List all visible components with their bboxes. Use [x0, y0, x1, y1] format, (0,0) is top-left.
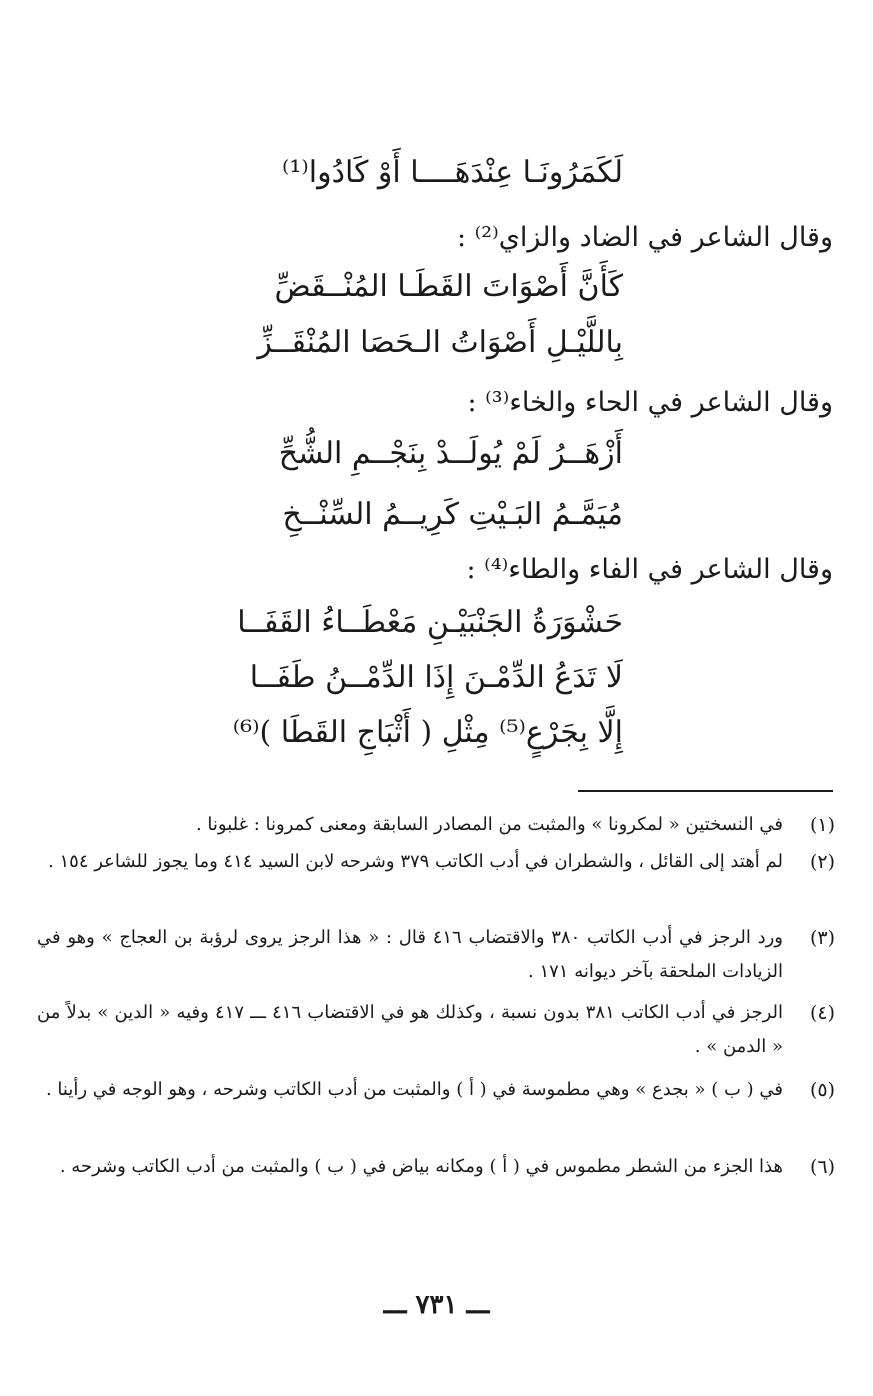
footnote-text: في ( ب ) « بجدع » وهي مطموسة في ( أ ) والمثبت من أدب الكاتب وشرحه ، وهو الوجه في رأينا . — [45, 1079, 783, 1100]
verse-line-4: أَزْهَــرُ لَمْ يُولَــدْ بِنَجْــمِ الشُّحِّ — [278, 436, 623, 471]
footnote-text: لم أهتد إلى القائل ، والشطران في أدب الكاتب ٣٧٩ وشرحه لابن السيد ٤١٤ وما يجوز للشاعر ١٥٤ . — [48, 851, 783, 872]
footnote-number: (٢) — [809, 851, 835, 873]
footnote-text: هذا الجزء من الشطر مطموس في ( أ ) ومكانه بياض في ( ب ) والمثبت من أدب الكاتب وشرحه . — [59, 1156, 783, 1177]
footnote-text: الرجز في أدب الكاتب ٣٨١ بدون نسبة ، وكذلك هو في الاقتضاب ٤١٦ ـــ ٤١٧ وفيه « الدين » بدلاً من « الدمن » . — [37, 1002, 784, 1057]
footnote-number: (٥) — [809, 1079, 835, 1101]
verse-line-3: بِاللَّيْـلِ أَصْوَاتُ الـحَصَا المُنْقَــزِّ — [257, 325, 623, 360]
footnote-number: (١) — [809, 814, 835, 836]
verse-line-5: مُيَمَّـمُ البَـيْتِ كَرِيــمُ السِّنْــخِ — [282, 497, 623, 532]
verse-line-1: لَكَمَرُونَـا عِنْدَهَــــا أَوْ كَادُوا⁽¹⁾ — [282, 155, 623, 190]
verse-line-7: لَا تَدَعُ الدِّمْـنَ إِذَا الدِّمْــنُ طَفَــا — [249, 660, 623, 695]
footnote-number: (٤) — [809, 1002, 835, 1024]
footnote-divider — [578, 790, 833, 792]
footnote-number: (٦) — [809, 1156, 835, 1178]
verse-line-2: كَأَنَّ أَصْوَاتَ القَطَـا المُنْــقَضِّ — [274, 269, 623, 304]
poem-intro-3: وقال الشاعر في الفاء والطاء⁽⁴⁾ : — [466, 554, 833, 585]
verse-line-8: إِلَّا بِجَرْعٍ⁽⁵⁾ مِثْلِ ( أَثْبَاجِ القَطَا )⁽⁶⁾ — [232, 715, 623, 750]
verse-line-6: حَشْوَرَةُ الجَنْبَيْـنِ مَعْطَــاءُ القَفَــا — [237, 605, 623, 640]
poem-intro-1: وقال الشاعر في الضاد والزاي⁽²⁾ : — [456, 222, 833, 253]
footnote-text: في النسختين « لمكرونا » والمثبت من المصادر السابقة ومعنى كمرونا : غلبونا . — [195, 814, 783, 835]
page-number: ـــ ٧٣١ ـــ — [383, 1290, 490, 1320]
footnote-text: ورد الرجز في أدب الكاتب ٣٨٠ والاقتضاب ٤١٦ قال : « هذا الرجز يروى لرؤبة بن العجاج » وهو في الزيادات الملحقة بآخر ديوانه ١٧١ . — [37, 927, 783, 982]
poem-intro-2: وقال الشاعر في الحاء والخاء⁽³⁾ : — [467, 387, 833, 418]
footnote-number: (٣) — [809, 927, 835, 949]
